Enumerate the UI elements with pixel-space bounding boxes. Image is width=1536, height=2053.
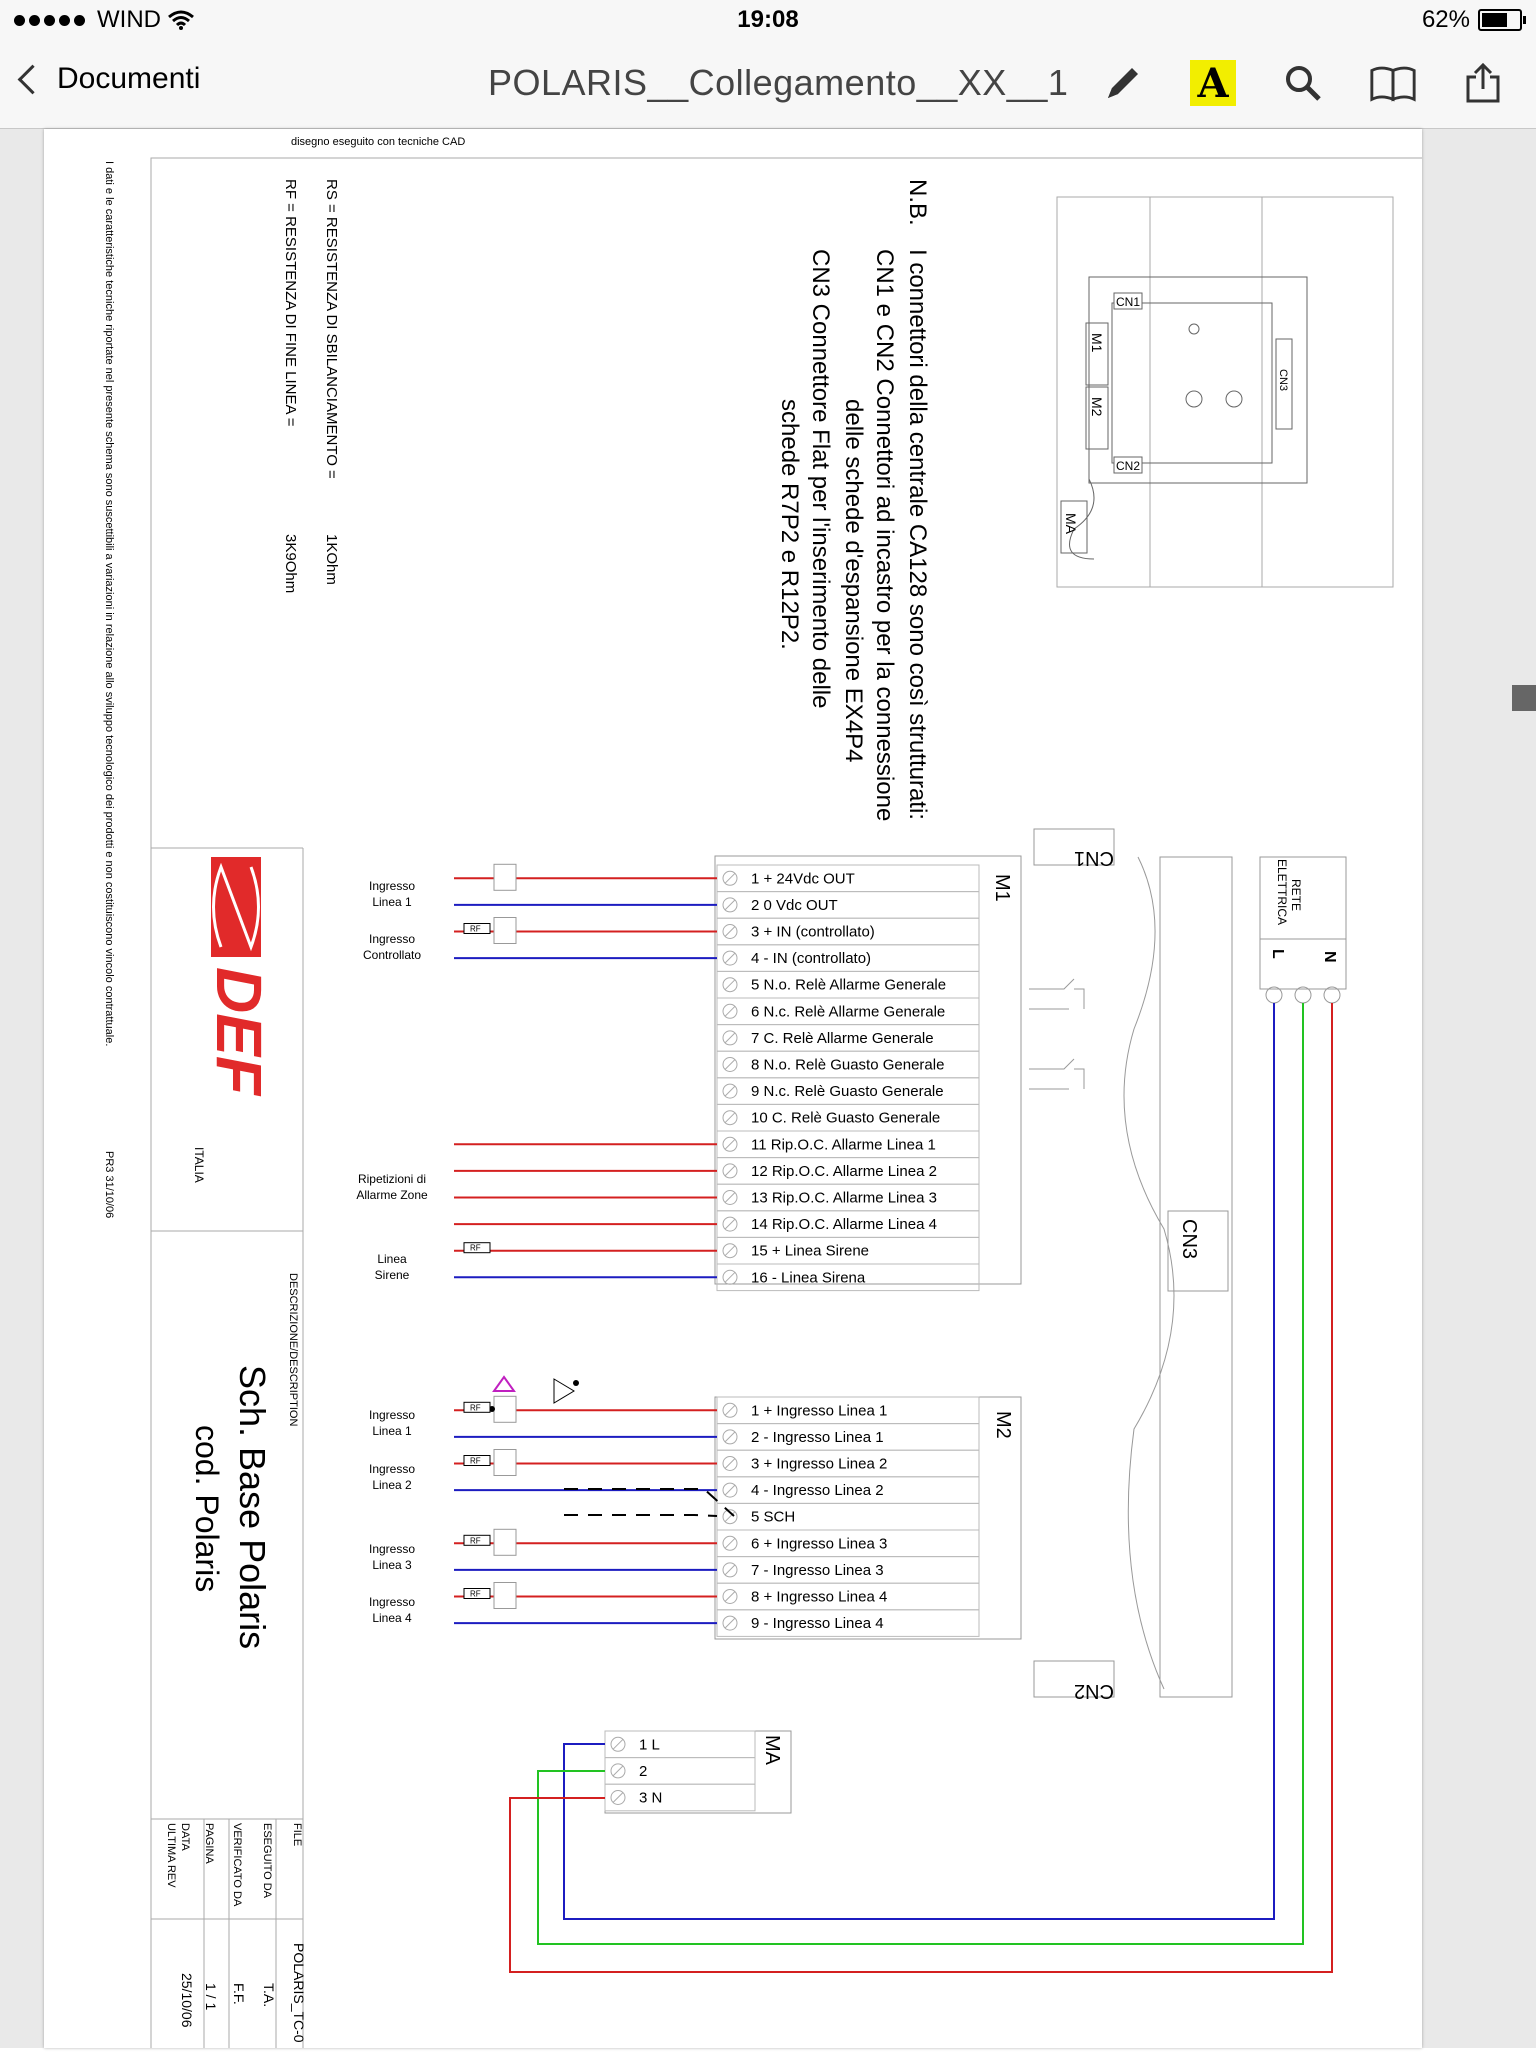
m1-terminal-3: 3 + IN (controllato) xyxy=(751,923,875,941)
svg-text:CN1: CN1 xyxy=(1116,295,1141,309)
cn3-label: CN3 xyxy=(1178,1219,1200,1260)
svg-text:M1: M1 xyxy=(1089,333,1105,353)
m1-label: M1 xyxy=(991,874,1013,902)
pencil-icon xyxy=(1102,62,1144,104)
tb-file-label: FILE xyxy=(291,1823,303,1847)
tb-rev-label: ULTIMA REV xyxy=(165,1823,177,1888)
markup-button[interactable] xyxy=(1098,58,1148,108)
nb-line-4: CN3 Connettore Flat per l'inserimento delle xyxy=(807,249,834,709)
book-icon xyxy=(1368,62,1418,104)
nav-bar xyxy=(0,42,1536,129)
m2-terminal-8: 8 + Ingresso Linea 4 xyxy=(751,1588,888,1606)
rete-n: N xyxy=(1321,951,1338,963)
svg-text:CN2: CN2 xyxy=(1116,459,1141,473)
document-viewer[interactable] xyxy=(0,129,1536,2048)
svg-text:ITALIA: ITALIA xyxy=(192,1147,206,1183)
label-m2d-a: Ingresso xyxy=(368,1595,416,1609)
rf-resistor-label: RF xyxy=(470,1536,481,1546)
board-overview xyxy=(1057,197,1393,587)
tb-pagina-value: 1 / 1 xyxy=(203,1983,219,2011)
m1-terminal-11: 11 Rip.O.C. Allarme Linea 1 xyxy=(751,1136,936,1154)
m1-terminal-14: 14 Rip.O.C. Allarme Linea 4 xyxy=(751,1216,937,1234)
schema-title: Sch. Base Polaris xyxy=(232,1365,273,1650)
label-m2a-b: Linea 1 xyxy=(372,1424,412,1438)
m1-terminal-4: 4 - IN (controllato) xyxy=(751,950,872,968)
cn1-label: CN1 xyxy=(1073,847,1114,869)
m2-terminal-2: 2 - Ingresso Linea 1 xyxy=(751,1428,884,1446)
battery-indicator xyxy=(1422,6,1522,34)
m2-terminal-1: 1 + Ingresso Linea 1 xyxy=(751,1402,888,1420)
m1-terminal-6: 6 N.c. Relè Allarme Generale xyxy=(751,1003,946,1021)
nb-line-3: delle schede d'espansione EX4P4 xyxy=(840,399,867,763)
bookmarks-button[interactable] xyxy=(1368,58,1418,108)
rf-resistor-label: RF xyxy=(470,1403,481,1413)
label-m2c-a: Ingresso xyxy=(368,1542,416,1556)
label-m2d-b: Linea 4 xyxy=(372,1611,412,1625)
svg-text:MA: MA xyxy=(1063,513,1079,534)
m1-terminal-7: 7 C. Relè Allarme Generale xyxy=(751,1029,934,1047)
rf-legend: RF = RESISTENZA DI FINE LINEA = xyxy=(282,179,299,427)
tb-eseguito-label: ESEGUITO DA xyxy=(261,1823,273,1898)
ma-terminal-1: 1 L xyxy=(639,1736,660,1754)
m1-terminal-15: 15 + Linea Sirene xyxy=(751,1242,870,1260)
wiring-diagram xyxy=(44,129,1422,2048)
m1-terminal-2: 2 0 Vdc OUT xyxy=(751,896,838,914)
annotate-button[interactable] xyxy=(1188,58,1238,108)
label-ingc-a: Ingresso xyxy=(368,932,416,946)
ma-terminal-2: 2 xyxy=(639,1762,648,1780)
rete-label-2: ELETTRICA xyxy=(1275,859,1289,926)
cad-note: disegno eseguito con tecniche CAD xyxy=(291,136,466,148)
m2-terminal-block xyxy=(715,1397,1021,1639)
m2-terminal-4: 4 - Ingresso Linea 2 xyxy=(751,1482,884,1500)
tb-verificato-label: VERIFICATO DA xyxy=(231,1823,243,1907)
share-button[interactable] xyxy=(1458,58,1508,108)
m2-label: M2 xyxy=(992,1411,1014,1439)
tb-verificato-value: F.F. xyxy=(231,1983,247,2005)
pdf-page[interactable] xyxy=(44,129,1422,2048)
ma-terminal-3: 3 N xyxy=(639,1789,663,1807)
label-m2a-a: Ingresso xyxy=(368,1408,416,1422)
cn2-label: CN2 xyxy=(1073,1680,1114,1702)
back-label: Documenti xyxy=(57,62,201,95)
svg-text:CN3: CN3 xyxy=(1277,369,1289,392)
tb-file-value: POLARIS_TC-0 xyxy=(291,1943,307,2043)
m2-terminal-3: 3 + Ingresso Linea 2 xyxy=(751,1455,888,1473)
description-label: DESCRIZIONE/DESCRIPTION xyxy=(287,1273,299,1427)
ma-label: MA xyxy=(761,1735,783,1765)
rs-value: 1KOhm xyxy=(323,534,340,585)
m2-terminal-6: 6 + Ingresso Linea 3 xyxy=(751,1535,888,1553)
label-m2c-b: Linea 3 xyxy=(372,1558,412,1572)
rete-l: L xyxy=(1269,949,1286,959)
nb-line-5: schede R7P2 e R12P2. xyxy=(776,399,803,650)
m1-terminal-5: 5 N.o. Relè Allarme Generale xyxy=(751,976,947,994)
m2-terminal-5: 5 SCH xyxy=(751,1508,796,1526)
back-button[interactable] xyxy=(14,62,200,96)
m1-terminal-8: 8 N.o. Relè Guasto Generale xyxy=(751,1056,945,1074)
toolbar xyxy=(1098,58,1508,108)
rete-label-1: RETE xyxy=(1289,879,1303,912)
m1-terminal-1: 1 + 24Vdc OUT xyxy=(751,870,855,888)
carrier-name: WIND xyxy=(97,6,161,33)
rs-legend: RS = RESISTENZA DI SBILANCIAMENTO = xyxy=(323,179,340,479)
m1-terminal-9: 9 N.c. Relè Guasto Generale xyxy=(751,1083,944,1101)
svg-text:M2: M2 xyxy=(1089,397,1105,417)
disclaimer: I dati e le caratteristiche tecniche riportate nel presente schema sono suscettibili a variazioni in relazione allo sviluppo tecnologico dei prodotti e non costituiscono vincolo contrattuale. xyxy=(103,161,115,1047)
status-bar xyxy=(0,0,1536,42)
nb-line-2: CN1 e CN2 Connettori ad incastro per la connessione xyxy=(871,249,898,822)
share-icon xyxy=(1462,61,1504,105)
label-m2b-a: Ingresso xyxy=(368,1462,416,1476)
def-logo xyxy=(192,857,275,1183)
m1-terminal-16: 16 - Linea Sirena xyxy=(751,1269,866,1287)
rf-resistor-label: RF xyxy=(470,1589,481,1599)
revision-note: PR3 31/10/06 xyxy=(103,1151,115,1219)
rf-value: 3K9Ohm xyxy=(282,534,299,594)
tb-pagina-label: PAGINA xyxy=(203,1823,215,1864)
label-ing1-b: Linea 1 xyxy=(372,895,412,909)
label-rip-a: Ripetizioni di xyxy=(357,1172,427,1186)
nb-title: N.B. xyxy=(904,179,931,226)
m1-terminal-10: 10 C. Relè Guasto Generale xyxy=(751,1109,941,1127)
label-sir-a: Linea xyxy=(377,1252,407,1266)
search-button[interactable] xyxy=(1278,58,1328,108)
m1-terminal-13: 13 Rip.O.C. Allarme Linea 3 xyxy=(751,1189,937,1207)
m2-terminal-7: 7 - Ingresso Linea 3 xyxy=(751,1561,884,1579)
m1-terminal-12: 12 Rip.O.C. Allarme Linea 2 xyxy=(751,1162,937,1180)
schema-code: cod. Polaris xyxy=(189,1425,225,1593)
label-sir-b: Sirene xyxy=(374,1268,410,1282)
tb-data-value: 25/10/06 xyxy=(179,1973,195,2028)
search-icon xyxy=(1282,62,1324,104)
rf-resistor-label: RF xyxy=(470,1243,481,1253)
clock: 19:08 xyxy=(737,6,799,33)
battery-percent: 62% xyxy=(1421,6,1470,33)
ma-terminal-block xyxy=(605,1731,791,1813)
nb-line-1: I connettori della centrale CA128 sono così strutturati: xyxy=(904,249,931,820)
svg-text:DEF: DEF xyxy=(203,967,275,1095)
m2-terminal-9: 9 - Ingresso Linea 4 xyxy=(751,1615,884,1633)
rf-resistor-label: RF xyxy=(470,1456,481,1466)
tb-data-label: DATA xyxy=(179,1823,191,1851)
annotation-icon: A xyxy=(1190,60,1236,106)
chevron-left-icon xyxy=(18,64,48,94)
m1-terminal-block xyxy=(715,856,1021,1291)
battery-icon xyxy=(1478,9,1522,31)
label-ing1-a: Ingresso xyxy=(368,879,416,893)
label-ingc-b: Controllato xyxy=(362,948,422,962)
document-title: POLARIS__Collegamento__XX__1 xyxy=(488,62,1069,103)
rf-resistor-label: RF xyxy=(470,924,481,934)
label-m2b-b: Linea 2 xyxy=(372,1478,412,1492)
label-rip-b: Allarme Zone xyxy=(356,1188,428,1202)
tb-eseguito-value: T.A. xyxy=(261,1983,277,2008)
scroll-indicator[interactable] xyxy=(1512,685,1536,711)
